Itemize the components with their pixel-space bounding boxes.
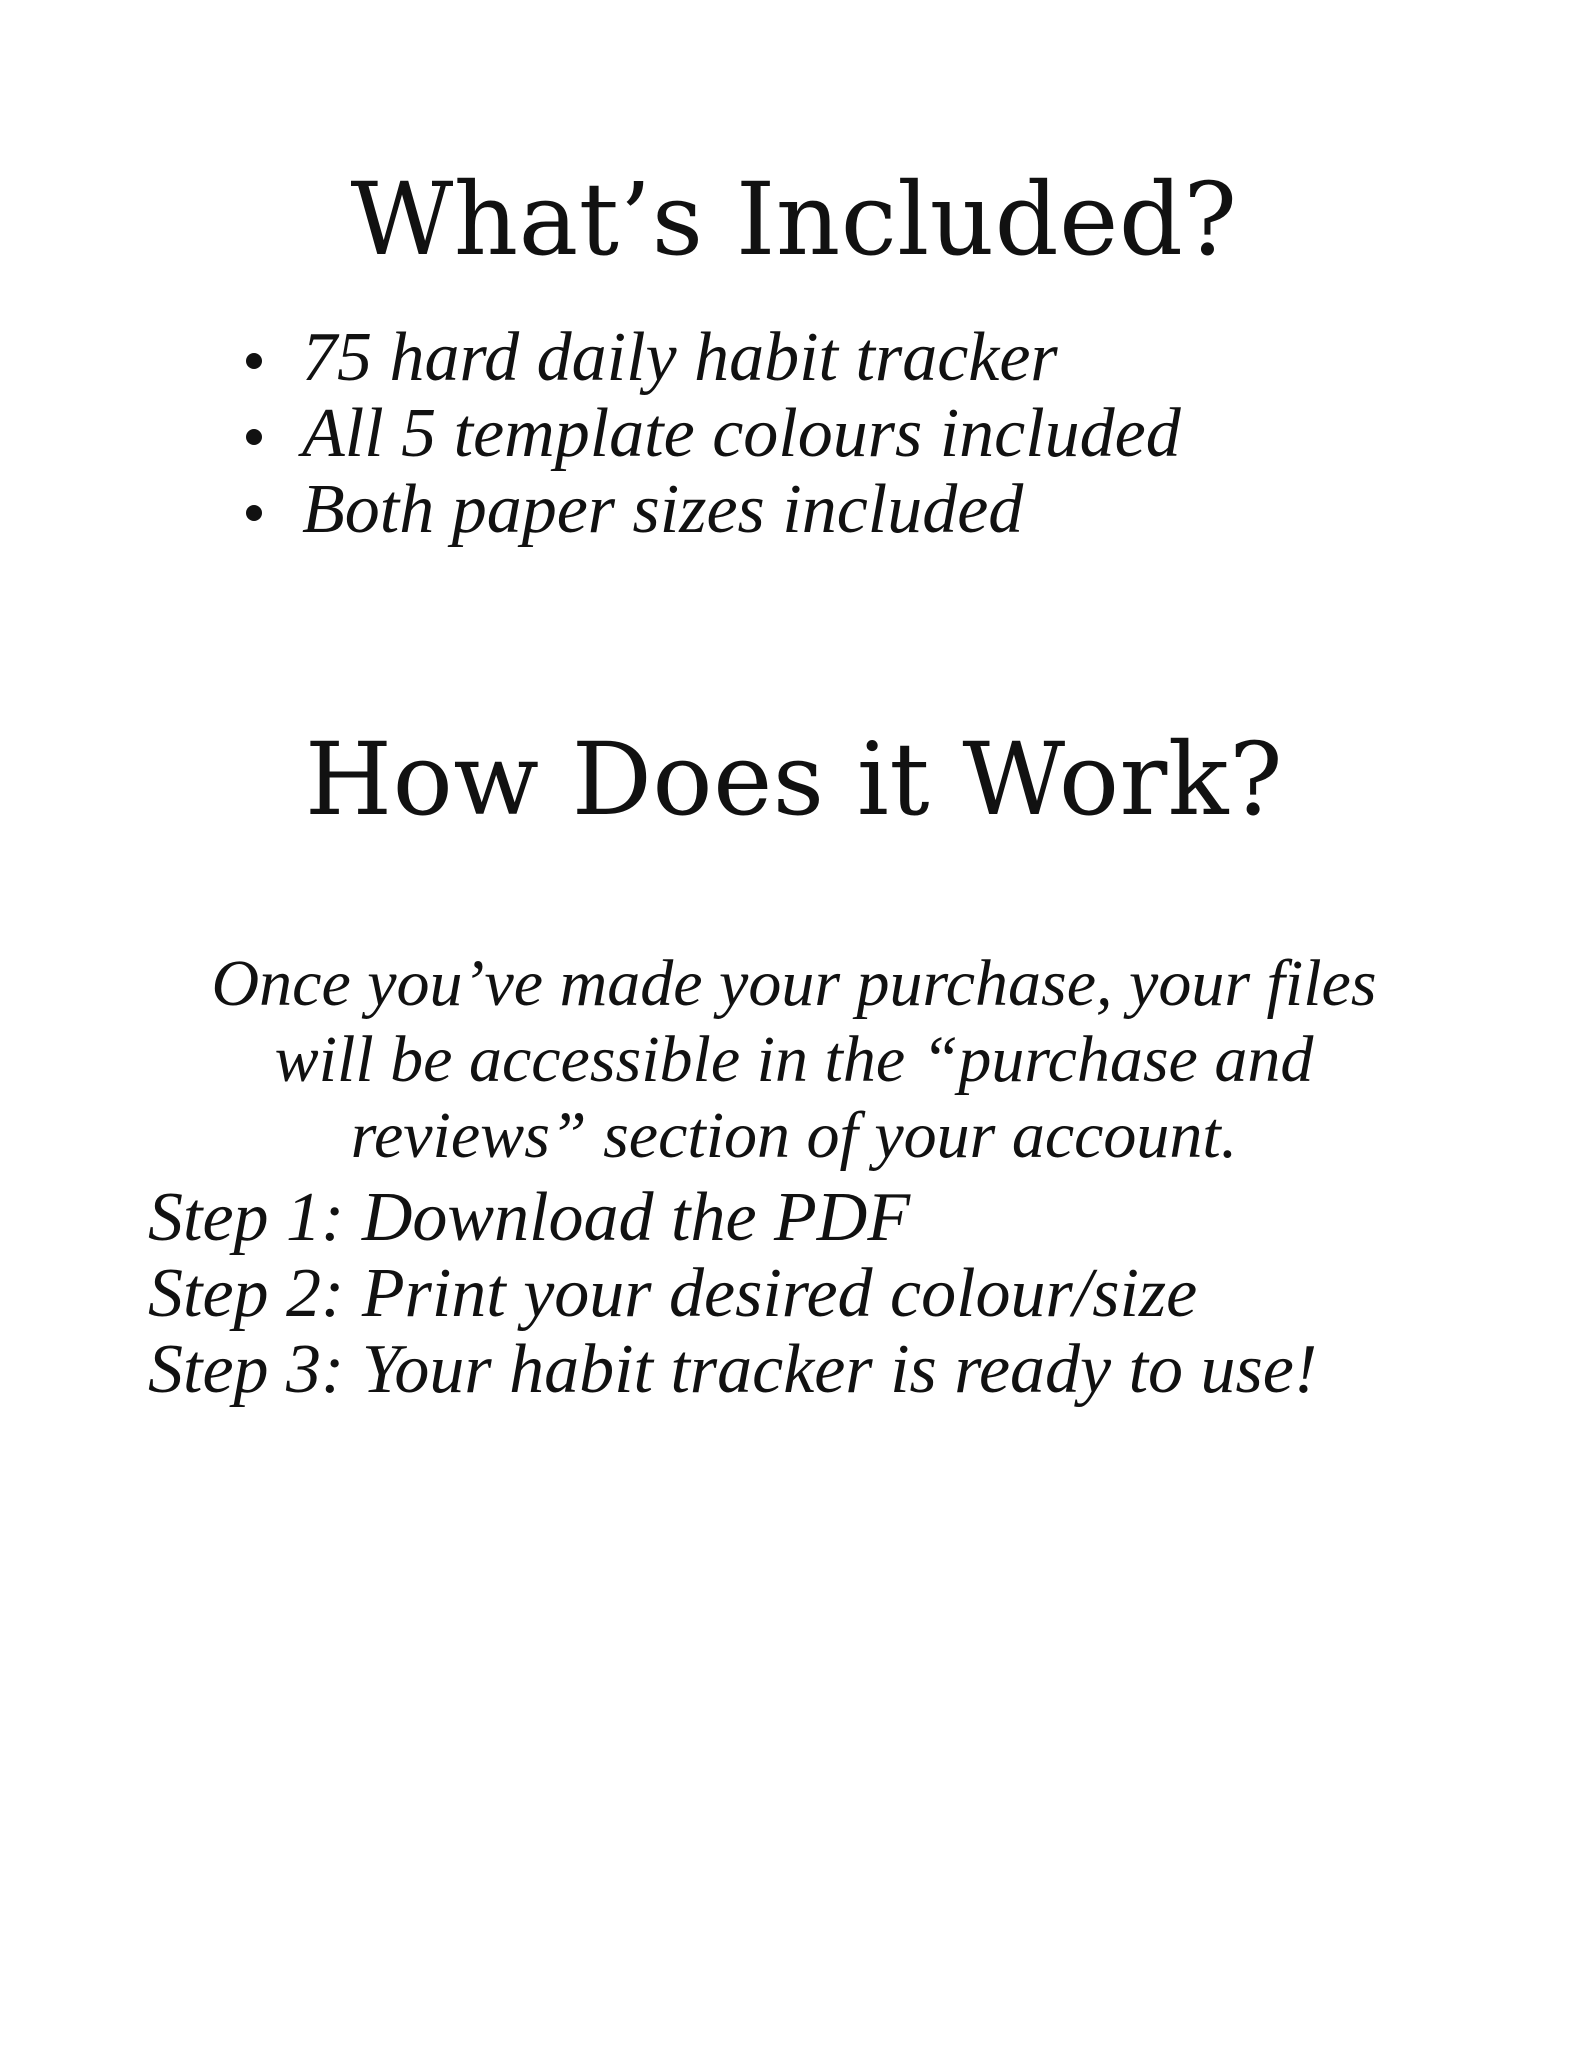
list-item-text: 75 hard daily habit tracker (302, 319, 1058, 396)
list-item-text: Both paper sizes included (302, 471, 1024, 548)
list-item (240, 472, 1181, 548)
list-item (240, 320, 1181, 396)
intro-line: Once you’ve made your purchase, your files (211, 947, 1377, 1020)
intro-paragraph (0, 946, 1588, 1174)
bullet-icon (246, 429, 262, 445)
intro-line: reviews” section of your account. (350, 1099, 1238, 1172)
intro-line: will be accessible in the “purchase and (274, 1023, 1314, 1096)
heading-how-does-it-work: How Does it Work? (304, 721, 1284, 838)
bullet-icon (246, 505, 262, 521)
step-item: Step 2: Print your desired colour/size (148, 1255, 1198, 1332)
included-list (240, 320, 1181, 548)
bullet-icon (246, 353, 262, 369)
heading-whats-included: What’s Included? (350, 161, 1238, 278)
list-item-text: All 5 template colours included (302, 395, 1181, 472)
list-item (240, 396, 1181, 472)
steps-list (148, 1180, 1317, 1408)
step-item: Step 1: Download the PDF (148, 1179, 911, 1256)
step-item: Step 3: Your habit tracker is ready to use! (148, 1331, 1318, 1408)
